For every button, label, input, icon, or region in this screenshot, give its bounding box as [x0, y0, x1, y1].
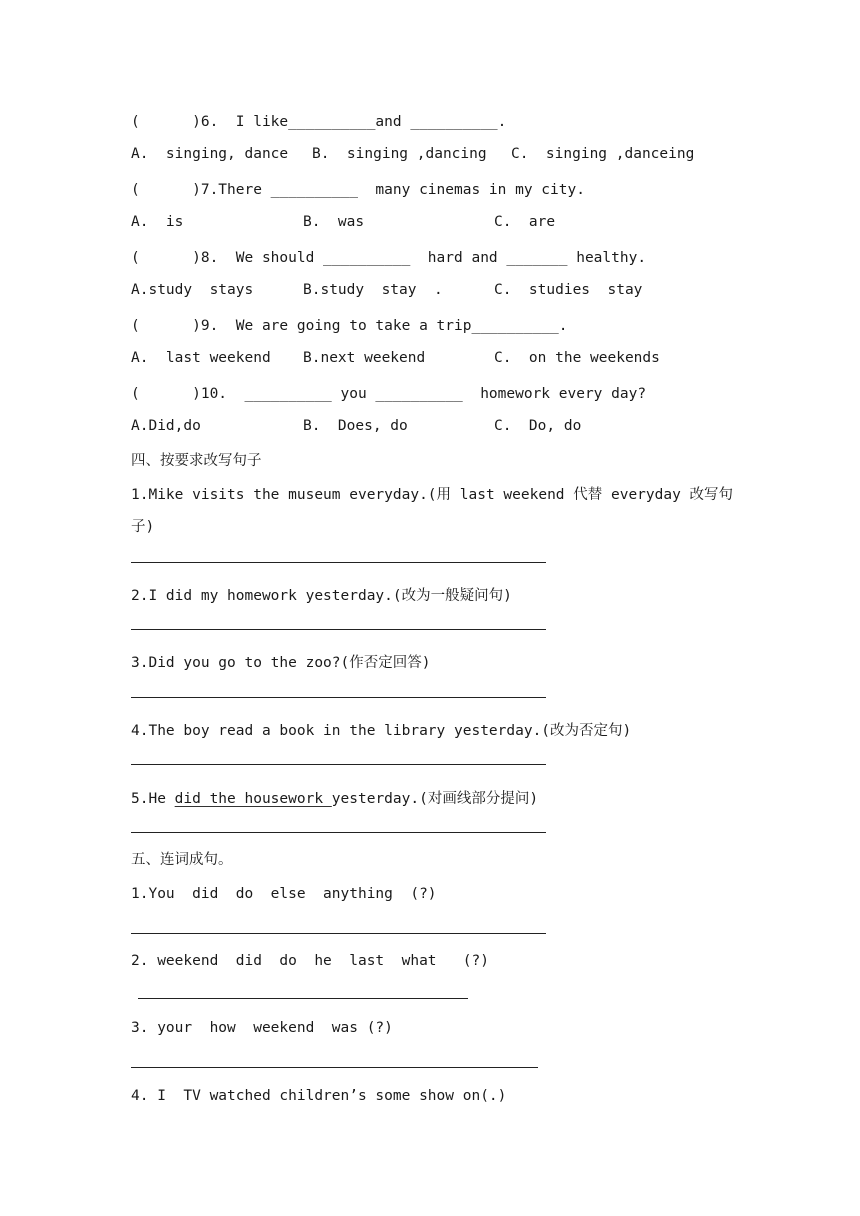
option-7b: B. was	[303, 214, 365, 230]
answer-line-4-4	[131, 764, 546, 765]
answer-line-5-3	[131, 1067, 538, 1068]
question-7: ( )7.There __________ many cinemas in my city.	[131, 182, 585, 198]
rewrite-item-1-cont: 子)	[131, 519, 155, 535]
section-5-title: 五、连词成句。	[131, 852, 233, 868]
answer-line-4-2	[131, 629, 546, 630]
option-8c: C. studies stay	[494, 282, 643, 298]
option-7a: A. is	[131, 214, 184, 230]
answer-line-5-1	[131, 933, 546, 934]
rewrite-item-5	[131, 789, 538, 809]
option-6b: B. singing ,dancing	[312, 146, 487, 162]
option-9c: C. on the weekends	[494, 350, 660, 366]
rewrite-item-1: 1.Mike visits the museum everyday.(用 last weekend 代替 everyday 改写句	[131, 487, 734, 503]
reorder-item-2: 2. weekend did do he last what (?)	[131, 953, 489, 969]
question-9: ( )9. We are going to take a trip__________.	[131, 318, 568, 334]
rewrite-item-2: 2.I did my homework yesterday.(改为一般疑问句)	[131, 588, 512, 604]
answer-line-4-1	[131, 562, 546, 563]
option-8a: A.study stays	[131, 282, 254, 298]
option-6a: A. singing, dance	[131, 146, 289, 162]
option-10b: B. Does, do	[303, 418, 408, 434]
option-10a: A.Did,do	[131, 418, 201, 434]
rewrite-item-5-post: yesterday.(对画线部分提问)	[331, 791, 539, 807]
question-6: ( )6. I like__________and __________.	[131, 114, 507, 130]
rewrite-item-3: 3.Did you go to the zoo?(作否定回答)	[131, 655, 431, 671]
option-7c: C. are	[494, 214, 556, 230]
option-8b: B.study stay .	[303, 282, 443, 298]
reorder-item-3: 3. your how weekend was (?)	[131, 1020, 393, 1036]
rewrite-item-4: 4.The boy read a book in the library yesterday.(改为否定句)	[131, 723, 632, 739]
option-9a: A. last weekend	[131, 350, 271, 366]
question-8: ( )8. We should __________ hard and _______ healthy.	[131, 250, 647, 266]
option-9b: B.next weekend	[303, 350, 426, 366]
question-10: ( )10. __________ you __________ homework every day?	[131, 386, 647, 402]
answer-line-4-5	[131, 832, 546, 833]
rewrite-item-5-pre: 5.He	[131, 791, 175, 807]
reorder-item-4: 4. I TV watched children’s some show on(.)	[131, 1088, 507, 1104]
answer-line-4-3	[131, 697, 546, 698]
answer-line-5-2	[138, 998, 468, 999]
section-4-title: 四、按要求改写句子	[131, 453, 262, 469]
option-6c: C. singing ,danceing	[511, 146, 695, 162]
underlined-phrase: did the housework	[174, 791, 332, 807]
reorder-item-1: 1.You did do else anything (?)	[131, 886, 437, 902]
option-10c: C. Do, do	[494, 418, 582, 434]
